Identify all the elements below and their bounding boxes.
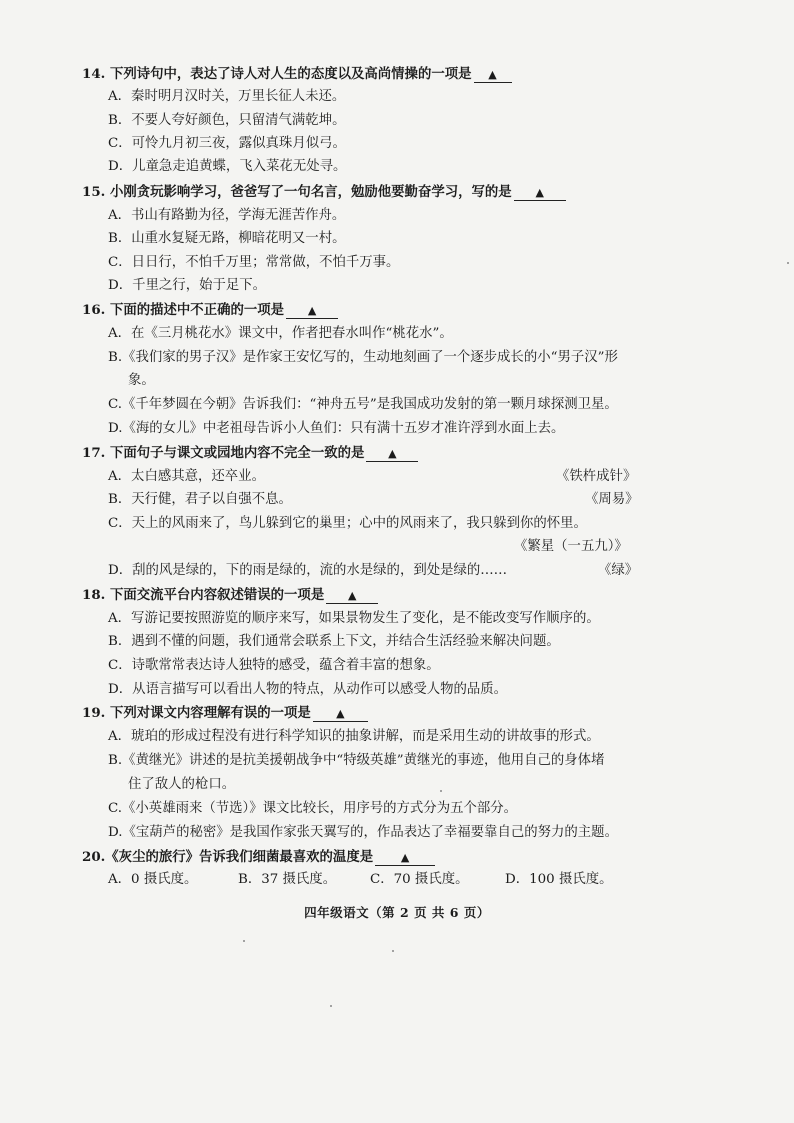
source-17-c: 《繁星（一五九）》 (514, 539, 628, 554)
option-20-d: D．100 摄氏度。 (505, 872, 613, 887)
source-17-d: 《绿》 (598, 563, 639, 578)
option-19-b: B.《黄继光》讲述的是抗美援朝战争中“特级英雄”黄继光的事迹，他用自己的身体堵 (108, 753, 605, 768)
option-18-c: C．诗歌常常表达诗人独特的感受，蕴含着丰富的想象。 (108, 658, 440, 673)
question-text: 20.《灰尘的旅行》告诉我们细菌最喜欢的温度是 (82, 849, 374, 865)
answer-blank: ▲ (514, 185, 566, 201)
option-14-a: A．秦时明月汉时关，万里长征人未还。 (108, 89, 346, 104)
option-17-c: C．天上的风雨来了，鸟儿躲到它的巢里；心中的风雨来了，我只躲到你的怀里。 (108, 516, 587, 531)
question-text: 18. 下面交流平台内容叙述错误的一项是 (82, 587, 325, 603)
question-14-stem (82, 65, 512, 83)
question-16-stem (82, 301, 338, 319)
option-17-b: B．天行健，君子以自强不息。 (108, 492, 292, 507)
answer-blank: ▲ (366, 446, 418, 462)
question-20-stem (82, 848, 435, 866)
option-15-c: C．日日行，不怕千万里；常常做，不怕千万事。 (108, 255, 400, 270)
option-14-c: C．可怜九月初三夜，露似真珠月似弓。 (108, 136, 346, 151)
option-19-d: D.《宝葫芦的秘密》是我国作家张天翼写的，作品表达了幸福要靠自己的努力的主题。 (108, 825, 618, 840)
option-17-d: D．刮的风是绿的，下的雨是绿的，流的水是绿的，到处是绿的…… (108, 563, 508, 578)
source-17-a: 《铁杵成针》 (556, 469, 637, 484)
question-19-stem (82, 704, 368, 722)
option-18-b: B．遇到不懂的问题，我们通常会联系上下文，并结合生活经验来解决问题。 (108, 634, 560, 649)
option-20-c: C．70 摄氏度。 (370, 872, 469, 887)
option-20-b: B．37 摄氏度。 (238, 872, 337, 887)
question-text: 19. 下列对课文内容理解有误的一项是 (82, 705, 311, 721)
question-text: 16. 下面的描述中不正确的一项是 (82, 302, 285, 318)
answer-blank: ▲ (286, 303, 338, 319)
option-16-c: C.《千年梦圆在今朝》告诉我们：“神舟五号”是我国成功发射的第一颗月球探测卫星。 (108, 397, 618, 412)
option-15-d: D．千里之行，始于足下。 (108, 278, 267, 293)
source-17-b: 《周易》 (585, 492, 639, 507)
option-18-a: A．写游记要按照游览的顺序来写，如果景物发生了变化，是不能改变写作顺序的。 (108, 611, 600, 626)
answer-blank: ▲ (313, 706, 368, 722)
scan-speck (787, 262, 789, 264)
scan-speck (243, 940, 245, 942)
option-16-b: B.《我们家的男子汉》是作家王安忆写的，生动地刻画了一个逐步成长的小“男子汉”形 (108, 350, 618, 365)
option-16-a: A．在《三月桃花水》课文中，作者把春水叫作“桃花水”。 (108, 326, 453, 341)
question-17-stem (82, 444, 418, 462)
question-text: 15. 小刚贪玩影响学习，爸爸写了一句名言，勉励他要勤奋学习，写的是 (82, 184, 512, 200)
option-16-b-cont: 象。 (128, 373, 155, 388)
option-18-d: D．从语言描写可以看出人物的特点，从动作可以感受人物的品质。 (108, 682, 508, 697)
question-text: 17. 下面句子与课文或园地内容不完全一致的是 (82, 445, 365, 461)
option-14-d: D．儿童急走追黄蝶，飞入菜花无处寻。 (108, 159, 347, 174)
option-17-a: A．太白感其意，还卒业。 (108, 469, 265, 484)
option-19-a: A．琥珀的形成过程没有进行科学知识的抽象讲解，而是采用生动的讲故事的形式。 (108, 729, 600, 744)
option-20-a: A．0 摄氏度。 (108, 872, 198, 887)
page-footer: 四年级语文（第 2 页 共 6 页） (304, 905, 490, 920)
question-15-stem (82, 183, 566, 201)
answer-blank: ▲ (326, 588, 378, 604)
question-text: 14. 下列诗句中，表达了诗人对人生的态度以及高尚情操的一项是 (82, 66, 472, 82)
answer-blank: ▲ (375, 850, 435, 866)
option-14-b: B．不要人夸好颜色，只留清气满乾坤。 (108, 113, 346, 128)
answer-blank: ▲ (474, 67, 512, 83)
question-18-stem (82, 586, 378, 604)
option-16-d: D.《海的女儿》中老祖母告诉小人鱼们：只有满十五岁才准许浮到水面上去。 (108, 421, 565, 436)
scan-speck (440, 790, 442, 792)
option-19-c: C.《小英雄雨来（节选）》课文比较长，用序号的方式分为五个部分。 (108, 801, 518, 816)
option-15-a: A．书山有路勤为径，学海无涯苦作舟。 (108, 208, 346, 223)
option-19-b-cont: 住了敌人的枪口。 (128, 777, 236, 792)
scan-speck (392, 950, 394, 952)
option-15-b: B．山重水复疑无路，柳暗花明又一村。 (108, 231, 346, 246)
scan-speck (330, 1005, 332, 1007)
